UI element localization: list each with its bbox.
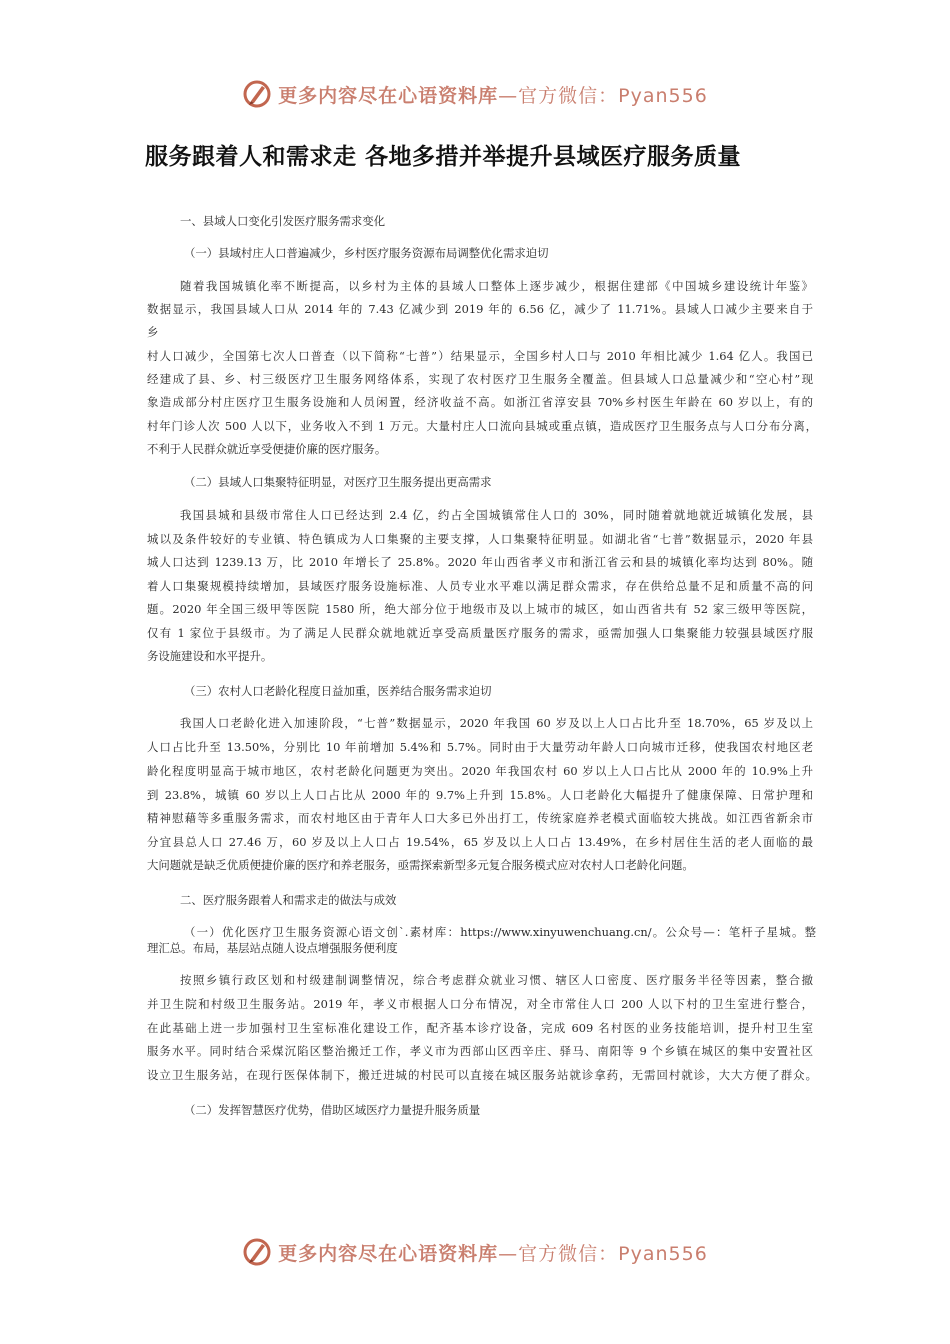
- paragraph-line: 龄化程度明显高于城市地区，农村老龄化问题更为突出。2020 年我国农村 60 岁以上人口占比从 2000 年的 10.9%上升: [147, 764, 813, 778]
- pen-logo-icon: [242, 1237, 272, 1267]
- paragraph-line: 到 23.8%，城镇 60 岁以上人口占比从 2000 年的 9.7%上升到 15.8%。人口老龄化大幅提升了健康保障、日常护理和: [147, 788, 813, 802]
- subsection-heading: （一）优化医疗卫生服务资源心语文创`.素材库：https://www.xinyuwenchuang.cn/。公众号—：笔杆子星城。整: [184, 925, 816, 939]
- watermark-banner-bottom: [0, 1232, 950, 1272]
- paragraph-line: 城以及条件较好的专业镇、特色镇成为人口集聚的主要支撑，人口集聚特征明显。如湖北省“七普”数据显示，2020 年县: [147, 532, 813, 546]
- paragraph-line: 不利于人民群众就近享受便捷价廉的医疗服务。: [147, 442, 387, 456]
- subsection-heading: （二）发挥智慧医疗优势，借助区域医疗力量提升服务质量: [184, 1103, 481, 1117]
- paragraph-line: 着人口集聚规模持续增加，县域医疗服务设施标准、人员专业水平难以满足群众需求，存在供给总量不足和质量不高的问: [147, 579, 813, 593]
- paragraph-line: 按照乡镇行政区划和村级建制调整情况，综合考虑群众就业习惯、辖区人口密度、医疗服务半径等因素，整合撤: [180, 973, 813, 987]
- paragraph-line: 仅有 1 家位于县级市。为了满足人民群众就地就近享受高质量医疗服务的需求，亟需加强人口集聚能力较强县域医疗服: [147, 626, 813, 640]
- section-heading: 二、医疗服务跟着人和需求走的做法与成效: [180, 893, 397, 907]
- paragraph-line: 务设施建设和水平提升。: [147, 649, 273, 663]
- paragraph-line: 村年门诊人次 500 人以下，业务收入不到 1 万元。大量村庄人口流向县城或重点镇，造成医疗卫生服务点与人口分布分离，: [147, 419, 817, 433]
- paragraph-line: 题。2020 年全国三级甲等医院 1580 所，绝大部分位于地级市及以上城市的城区，如山西省共有 52 家三级甲等医院，: [147, 602, 813, 616]
- pen-logo-icon: [242, 79, 272, 109]
- subsection-heading: （二）县域人口集聚特征明显，对医疗卫生服务提出更高需求: [184, 475, 492, 489]
- paragraph-line: 设立卫生服务站，在现行医保体制下，搬迁进城的村民可以直接在城区服务站就诊拿药，无需回村就诊，大大方便了群众。: [147, 1068, 817, 1082]
- paragraph-line: 精神慰藉等多重服务需求，而农村地区由于青年人口大多已外出打工，传统家庭养老模式面临较大挑战。如江西省新余市: [147, 811, 813, 825]
- paragraph-line: 并卫生院和村级卫生服务站。2019 年，孝义市根据人口分布情况，对全市常住人口 200 人以下村的卫生室进行整合，: [147, 997, 813, 1011]
- section-heading: 一、县域人口变化引发医疗服务需求变化: [180, 214, 386, 228]
- article-title: 服务跟着人和需求走 各地多措并举提升县域医疗服务质量: [145, 144, 742, 170]
- paragraph-line: 我国人口老龄化进入加速阶段，“七普”数据显示，2020 年我国 60 岁及以上人口占比升至 18.70%，65 岁及以上: [180, 716, 813, 730]
- paragraph-line: 城人口达到 1239.13 万，比 2010 年增长了 25.8%。2020 年山西省孝义市和浙江省云和县的城镇化率均达到 80%。随: [147, 555, 813, 569]
- paragraph-line: 服务水平。同时结合采煤沉陷区整治搬迁工作，孝义市为西部山区西辛庄、驿马、南阳等 9 个乡镇在城区的集中安置社区: [147, 1044, 813, 1058]
- watermark-banner-top: [0, 74, 950, 114]
- paragraph-line: 人口占比升至 13.50%，分别比 10 年前增加 5.4%和 5.7%。同时由于大量劳动年龄人口向城市迁移，使我国农村地区老: [147, 740, 813, 754]
- paragraph-line: 我国县城和县级市常住人口已经达到 2.4 亿，约占全国城镇常住人口的 30%，同时随着就地就近城镇化发展，县: [180, 508, 813, 522]
- paragraph-line: 乡: [147, 325, 159, 339]
- paragraph-line: 象造成部分村庄医疗卫生服务设施和人员闲置，经济收益不高。如浙江省淳安县 70%乡村医生年龄在 60 岁以上，有的: [147, 395, 813, 409]
- subsection-heading-cont: 理汇总。布局，基层站点随人设点增强服务便利度: [147, 941, 398, 955]
- watermark-text: 更多内容尽在心语资料库—官方微信：Pyan556: [278, 1242, 708, 1265]
- paragraph-line: 经建成了县、乡、村三级医疗卫生服务网络体系，实现了农村医疗卫生服务全覆盖。但县域人口总量减少和“空心村”现: [147, 372, 813, 386]
- subsection-heading: （三）农村人口老龄化程度日益加重，医养结合服务需求迫切: [184, 684, 492, 698]
- paragraph-line: 在此基础上进一步加强村卫生室标准化建设工作，配齐基本诊疗设备，完成 609 名村医的业务技能培训，提升村卫生室: [147, 1021, 813, 1035]
- paragraph-line: 随着我国城镇化率不断提高，以乡村为主体的县域人口整体上逐步减少，根据住建部《中国城乡建设统计年鉴》: [180, 279, 813, 293]
- paragraph-line: 大问题就是缺乏优质便捷价廉的医疗和养老服务，亟需探索新型多元复合服务模式应对农村人口老龄化问题。: [147, 858, 694, 872]
- paragraph-line: 村人口减少，全国第七次人口普查（以下简称“七普”）结果显示，全国乡村人口与 2010 年相比减少 1.64 亿人。我国已: [147, 349, 813, 363]
- paragraph-line: 分宜县总人口 27.46 万，60 岁及以上人口占 19.54%，65 岁及以上人口占 13.49%，在乡村居住生活的老人面临的最: [147, 835, 813, 849]
- subsection-heading: （一）县域村庄人口普遍减少，乡村医疗服务资源布局调整优化需求迫切: [184, 246, 549, 260]
- paragraph-line: 数据显示，我国县域人口从 2014 年的 7.43 亿减少到 2019 年的 6.56 亿，减少了 11.71%。县域人口减少主要来自于: [147, 302, 813, 316]
- watermark-text: 更多内容尽在心语资料库—官方微信：Pyan556: [278, 84, 708, 107]
